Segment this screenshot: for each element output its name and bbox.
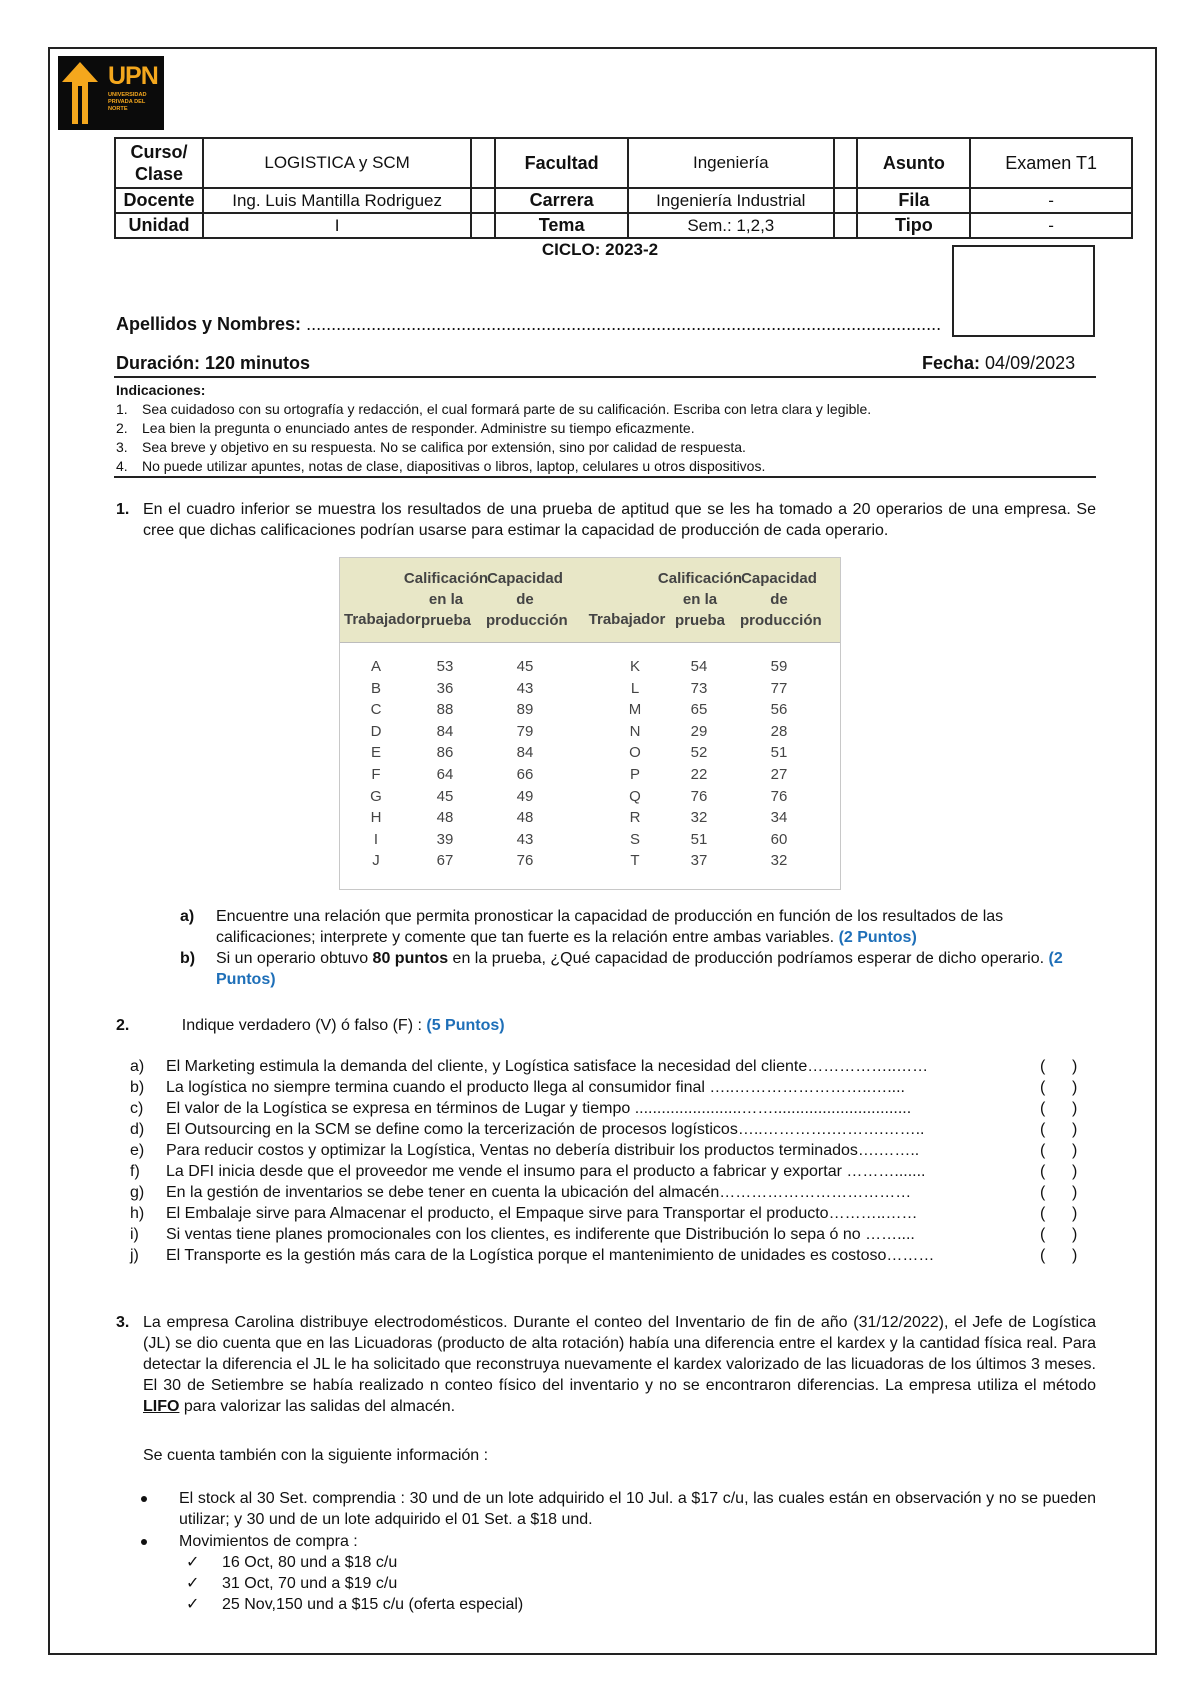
- bullet-item: El stock al 30 Set. comprendia : 30 und de un lote adquirido el 10 Jul. a $17 c/u, las cuales están en observación y no se pueden utilizar; y 30 und de un lote adquirido el 01 Set. a $18 und.: [141, 1488, 1096, 1530]
- col-header: Trabajador: [344, 611, 421, 628]
- true-false-item: [130, 1245, 1090, 1266]
- divider: [114, 476, 1096, 478]
- answer-blank[interactable]: ( ): [1040, 1163, 1078, 1180]
- table-cell: M: [628, 701, 642, 719]
- table-cell: 49: [516, 787, 534, 805]
- docente-label: Docente: [115, 188, 203, 213]
- item-text: El Embalaje sirve para Almacenar el producto, el Empaque sirve para Transportar el producto………..……: [166, 1205, 918, 1222]
- table-cell: 76: [770, 787, 788, 805]
- table-cell: G: [370, 787, 382, 805]
- table-cell: 59: [770, 658, 788, 675]
- table-cell: 45: [516, 658, 534, 675]
- unidad-value: I: [203, 213, 471, 238]
- table-cell: O: [629, 744, 641, 762]
- table-cell: 48: [436, 809, 454, 827]
- table-cell: 65: [690, 701, 708, 719]
- tema-label: Tema: [495, 213, 628, 238]
- true-false-item: [130, 1161, 1090, 1182]
- table-header: [340, 558, 840, 643]
- true-false-item: [130, 1056, 1090, 1077]
- fila-label: Fila: [857, 188, 970, 213]
- bullet-icon: [141, 1496, 147, 1502]
- item-label: h): [130, 1205, 145, 1222]
- table-cell: 51: [770, 744, 788, 762]
- question-text: En el cuadro inferior se muestra los resultados de una prueba de aptitud que se les ha tomado a 20 operarios de una empresa. Se cree que dichas calificaciones podrían usarse para estimar la capacidad de producción de cada operario.: [143, 501, 1096, 539]
- fila-value: -: [970, 188, 1132, 213]
- info-intro: Se cuenta también con la siguiente información :: [143, 1447, 489, 1464]
- asunto-value: Examen T1: [970, 138, 1132, 188]
- facultad-value: Ingeniería: [628, 138, 834, 188]
- question-number: 3.: [116, 1314, 130, 1331]
- table-cell: 86: [436, 744, 454, 762]
- grade-box: [952, 245, 1095, 337]
- table-cell: 76: [690, 787, 708, 805]
- sub-label: a): [180, 908, 195, 925]
- checkmark-icon: ✓: [186, 1596, 200, 1613]
- carrera-label: Carrera: [495, 188, 628, 213]
- table-cell: 89: [516, 701, 534, 719]
- table-cell: 52: [690, 744, 708, 762]
- table-cell: 29: [690, 722, 708, 740]
- table-cell: 45: [436, 787, 454, 805]
- exam-date: [922, 353, 1075, 374]
- table-cell: 67: [436, 852, 454, 870]
- true-false-item: [130, 1077, 1090, 1098]
- item-text: El valor de la Logística se expresa en términos de Lugar y tiempo ........................……...............................: [166, 1100, 912, 1117]
- table-cell: 66: [516, 766, 534, 783]
- table-cell: 32: [770, 852, 788, 870]
- question-number: 1.: [116, 501, 130, 518]
- table-cell: B: [370, 679, 381, 697]
- bullet-icon: [141, 1539, 147, 1545]
- points-badge: (2 Puntos): [838, 929, 917, 946]
- table-cell: 77: [770, 679, 788, 697]
- table-cell: 32: [690, 809, 708, 827]
- true-false-item: [130, 1119, 1090, 1140]
- item-text: El Marketing estimula la demanda del cliente, y Logística satisface la necesidad del cliente……………..……: [166, 1058, 929, 1075]
- table-cell: 22: [690, 766, 708, 783]
- true-false-item: [130, 1203, 1090, 1224]
- indications-title: Indicaciones:: [116, 382, 206, 398]
- item-label: i): [130, 1226, 139, 1243]
- sub-label: b): [180, 950, 196, 967]
- item-label: g): [130, 1184, 145, 1201]
- question-1b: b) Si un operario obtuvo 80 puntos en la prueba, ¿Qué capacidad de producción podríamos esperar de dicho operario. (2 Puntos): [180, 950, 1063, 988]
- answer-blank[interactable]: ( ): [1040, 1121, 1078, 1138]
- table-cell: E: [370, 744, 381, 762]
- item-label: b): [130, 1079, 145, 1096]
- table-cell: 28: [770, 722, 788, 740]
- item-label: e): [130, 1142, 145, 1159]
- question-text: Indique verdadero (V) ó falso (F) :: [181, 1017, 422, 1034]
- table-cell: 39: [436, 830, 454, 848]
- item-text: El Transporte es la gestión más cara de la Logística porque el mantenimiento de unidades es costoso………: [166, 1247, 935, 1264]
- true-false-item: [130, 1140, 1090, 1161]
- checkmark-icon: ✓: [186, 1554, 200, 1571]
- facultad-label: Facultad: [495, 138, 628, 188]
- true-false-item: [130, 1182, 1090, 1203]
- table-cell: 79: [516, 722, 534, 740]
- item-text: Si ventas tiene planes promocionales con los clientes, es indiferente que Distribución lo sepa ó no ……....: [166, 1226, 915, 1243]
- item-text: Para reducir costos y optimizar la Logística, Ventas no debería distribuir los productos terminados….……..: [166, 1142, 920, 1159]
- tipo-label: Tipo: [857, 213, 970, 238]
- true-false-item: [130, 1224, 1090, 1245]
- indication-item: 1. Sea cuidadoso con su ortografía y redacción, el cual formará parte de su calificación. Escriba con letra clara y legible.: [116, 401, 872, 417]
- col-header: Trabajador: [588, 611, 666, 628]
- table-cell: R: [629, 809, 641, 827]
- answer-blank[interactable]: ( ): [1040, 1079, 1078, 1096]
- bullet-item: Movimientos de compra :: [141, 1531, 1096, 1552]
- item-text: El Outsourcing en la SCM se define como la tercerización de procesos logísticos…..………….……….……..: [166, 1121, 925, 1138]
- answer-blank[interactable]: ( ): [1040, 1226, 1078, 1243]
- item-text: La logística no siempre termina cuando el producto llega al consumidor final …..……………………..…....: [166, 1079, 905, 1096]
- answer-blank[interactable]: ( ): [1040, 1058, 1078, 1075]
- tema-value: Sem.: 1,2,3: [628, 213, 834, 238]
- table-cell: 56: [770, 701, 788, 719]
- tipo-value: -: [970, 213, 1132, 238]
- table-cell: 27: [770, 766, 788, 783]
- table-cell: H: [370, 809, 382, 827]
- student-name-dots: ...............................................................................................................................: [306, 314, 942, 334]
- table-cell: I: [373, 830, 379, 848]
- answer-blank[interactable]: ( ): [1040, 1205, 1078, 1222]
- upn-arrow-icon: [62, 62, 98, 124]
- student-name-label: Apellidos y Nombres:: [116, 314, 302, 334]
- table-cell: 84: [516, 744, 534, 762]
- ciclo-title: CICLO: 2023-2: [541, 240, 659, 259]
- table-cell: J: [372, 852, 380, 870]
- question-1: [116, 499, 1096, 541]
- answer-blank[interactable]: ( ): [1040, 1247, 1078, 1264]
- table-cell: T: [630, 852, 640, 870]
- table-cell: 64: [436, 766, 454, 783]
- lifo-method: LIFO: [143, 1398, 180, 1415]
- divider: [114, 376, 1096, 378]
- logo-brand: UPN: [108, 62, 158, 90]
- curso-value: LOGISTICA y SCM: [203, 138, 471, 188]
- answer-blank[interactable]: ( ): [1040, 1142, 1078, 1159]
- table-cell: A: [370, 658, 381, 675]
- question-3: 3. La empresa Carolina distribuye electrodomésticos. Durante el conteo del Inventario de fin de año (31/12/2022), el Jefe de Logística (JL) se dio cuenta que en las Licuadoras (producto de alta rotación) había una diferencia entre el kardex y la cantidad física real. Para detectar la diferencia el JL le ha solicitado que reconstruya nuevamente el kardex valorizado de las licuadoras de los últimos 3 meses. El 30 de Setiembre se había realizado n conteo físico del inventario y no se encontraron diferencias. La empresa utiliza el método LIFO para valorizar las salidas del almacén.: [116, 1314, 1096, 1415]
- logo-subtitle: UNIVERSIDAD PRIVADA DEL NORTE: [108, 92, 147, 112]
- indications: [116, 381, 871, 476]
- points-badge: (5 Puntos): [426, 1017, 505, 1034]
- table-cell: 36: [436, 679, 454, 697]
- table-cell: N: [629, 722, 641, 740]
- question-1a: [180, 906, 1096, 948]
- table-cell: 51: [690, 830, 708, 848]
- table-cell: K: [629, 658, 640, 675]
- table-cell: 84: [436, 722, 454, 740]
- table-cell: 37: [690, 852, 708, 870]
- asunto-label: Asunto: [857, 138, 970, 188]
- table-cell: 76: [516, 852, 534, 870]
- student-name-field[interactable]: [116, 314, 941, 335]
- carrera-value: Ingeniería Industrial: [628, 188, 834, 213]
- table-cell: 34: [770, 809, 788, 827]
- exam-header-table: [114, 137, 1133, 239]
- unidad-label: Unidad: [115, 213, 203, 238]
- table-cell: Q: [629, 787, 641, 805]
- question-2: [116, 1017, 505, 1035]
- table-cell: 43: [516, 830, 534, 848]
- table-cell: 88: [436, 701, 454, 719]
- table-cell: S: [629, 830, 640, 848]
- table-cell: 73: [690, 679, 708, 697]
- docente-value: Ing. Luis Mantilla Rodriguez: [203, 188, 471, 213]
- aptitude-table: [339, 557, 841, 890]
- col-header: Calificación en la prueba: [403, 570, 489, 629]
- item-label: d): [130, 1121, 145, 1138]
- upn-logo: [58, 56, 164, 130]
- sub-text: Encuentre una relación que permita pronosticar la capacidad de producción en función de los resultados de las calificaciones; interprete y comente que tan fuerte es la relación entre ambas variables.: [216, 908, 1004, 946]
- item-label: f): [130, 1163, 140, 1180]
- table-cell: 60: [770, 830, 788, 848]
- date-label: Fecha:: [922, 353, 981, 373]
- item-label: c): [130, 1100, 144, 1117]
- points-badge: (2 Puntos): [216, 950, 1063, 988]
- table-cell: L: [630, 679, 640, 697]
- item-text: En la gestión de inventarios se debe tener en cuenta la ubicación del almacén………………………………: [166, 1184, 912, 1201]
- true-false-item: [130, 1098, 1090, 1119]
- answer-blank[interactable]: ( ): [1040, 1184, 1078, 1201]
- indication-item: 3. Sea breve y objetivo en su respuesta. No se califica por extensión, sino por calidad de respuesta.: [116, 439, 746, 455]
- table-cell: F: [371, 766, 381, 783]
- answer-blank[interactable]: ( ): [1040, 1100, 1078, 1117]
- table-cell: P: [629, 766, 640, 783]
- table-cell: D: [370, 722, 382, 740]
- col-header: Capacidad de producción: [486, 570, 568, 629]
- col-header: Capacidad de producción: [740, 570, 822, 629]
- duration: Duración: 120 minutos: [116, 353, 311, 373]
- indication-item: 4. No puede utilizar apuntes, notas de clase, diapositivas o libros, laptop, celulares u otros dispositivos.: [116, 458, 766, 474]
- date-value: 04/09/2023: [985, 353, 1076, 373]
- checkmark-icon: ✓: [186, 1575, 200, 1592]
- table-cell: 53: [436, 658, 454, 675]
- col-header: Calificación en la prueba: [657, 570, 743, 629]
- table-cell: 43: [516, 679, 534, 697]
- item-text: La DFI inicia desde que el proveedor me vende el insumo para el producto a fabricar y exportar ……….......: [166, 1163, 926, 1180]
- curso-label: Curso/ Clase: [115, 138, 203, 188]
- indication-item: 2. Lea bien la pregunta o enunciado antes de responder. Administre su tiempo eficazmente.: [116, 420, 695, 436]
- table-cell: C: [370, 701, 382, 719]
- table-cell: 54: [690, 658, 708, 675]
- table-cell: 48: [516, 809, 534, 827]
- item-label: a): [130, 1058, 145, 1075]
- item-label: j): [130, 1247, 139, 1264]
- question-number: 2.: [116, 1017, 130, 1034]
